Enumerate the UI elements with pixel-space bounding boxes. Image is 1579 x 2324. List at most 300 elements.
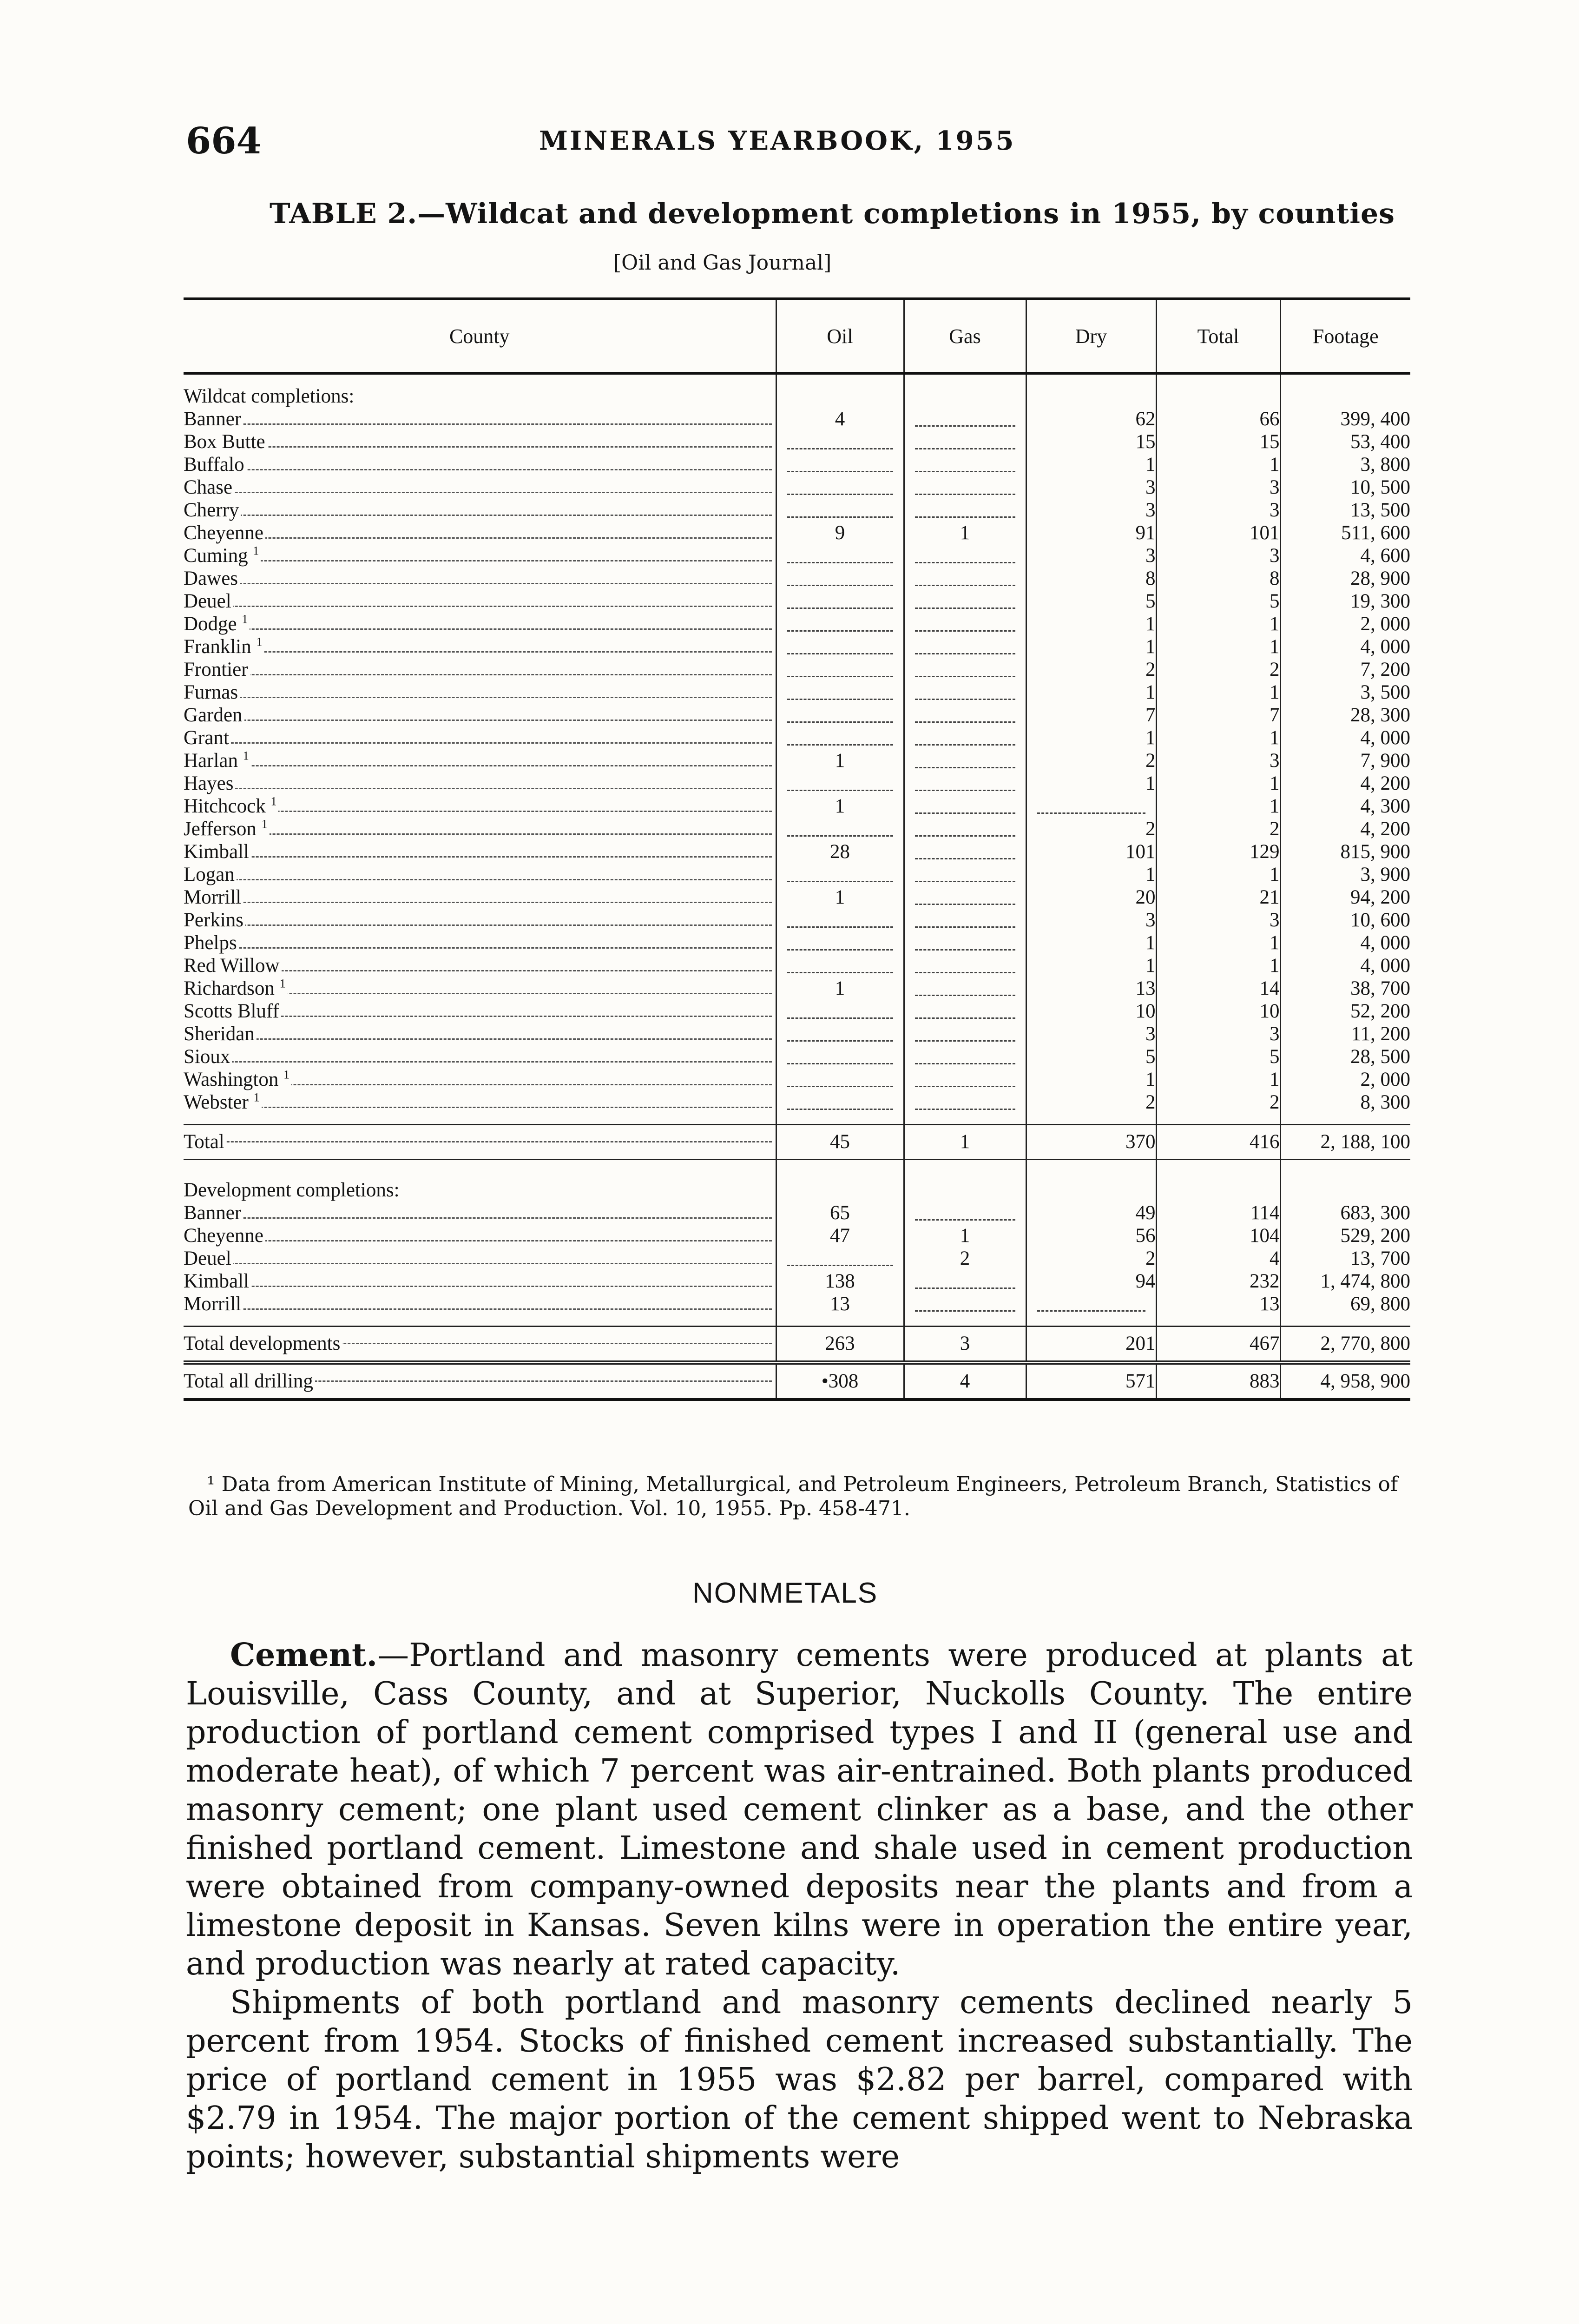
spacer-cell xyxy=(1026,1160,1156,1179)
county-cell xyxy=(184,681,776,704)
county-text: Franklin xyxy=(184,636,251,658)
spacer-cell xyxy=(1280,1114,1410,1125)
dot-leader xyxy=(197,811,772,812)
county-cell xyxy=(184,476,776,499)
dry-cell: 3 xyxy=(1026,476,1156,499)
footage-cell: 28, 500 xyxy=(1280,1045,1410,1068)
county-name xyxy=(184,1046,232,1068)
empty-cell xyxy=(904,1179,1026,1202)
spacer-cell xyxy=(1026,373,1156,385)
total-cell: 1 xyxy=(1156,931,1280,954)
dash-leader xyxy=(915,1296,1015,1312)
dot-leader xyxy=(197,1061,772,1063)
table-row xyxy=(184,977,1410,1000)
total-cell: 1 xyxy=(1156,613,1280,635)
footage-cell: 10, 500 xyxy=(1280,476,1410,499)
oil-cell: 1 xyxy=(776,749,904,772)
total-cell: 5 xyxy=(1156,1045,1280,1068)
oil-cell: 13 xyxy=(776,1293,904,1315)
spacer-cell xyxy=(184,1114,776,1125)
oil-cell: 4 xyxy=(776,408,904,430)
dot-leader xyxy=(197,947,772,949)
dash-leader xyxy=(915,685,1015,700)
footage-cell: 4, 000 xyxy=(1280,954,1410,977)
county-text: Box Butte xyxy=(184,431,265,453)
dot-leader xyxy=(197,902,772,903)
dry-empty-cell xyxy=(1026,1293,1156,1315)
table-row xyxy=(184,749,1410,772)
dot-leader xyxy=(197,492,772,493)
county-text: Banner xyxy=(184,1202,242,1224)
county-text: Frontier xyxy=(184,659,248,680)
gas-empty-cell xyxy=(904,704,1026,726)
empty-cell xyxy=(1280,1179,1410,1202)
table-row xyxy=(184,726,1410,749)
county-name xyxy=(184,909,245,931)
dash-leader xyxy=(787,730,893,746)
spacer-cell xyxy=(1026,1114,1156,1125)
footage-cell: 1, 474, 800 xyxy=(1280,1270,1410,1293)
dash-leader xyxy=(915,1026,1015,1042)
footage-cell: 815, 900 xyxy=(1280,840,1410,863)
dry-cell: 2 xyxy=(1026,1091,1156,1114)
dash-leader xyxy=(915,434,1015,449)
dash-leader xyxy=(787,480,893,495)
total-cell: 3 xyxy=(1156,476,1280,499)
dash-leader xyxy=(915,502,1015,518)
footage-cell: 2, 000 xyxy=(1280,613,1410,635)
page-number: 664 xyxy=(186,120,262,162)
county-name xyxy=(184,408,243,430)
completions-table xyxy=(184,297,1410,1401)
dash-leader xyxy=(915,776,1015,791)
footnote-marker: 1 xyxy=(253,1091,260,1104)
spacer-cell xyxy=(1280,373,1410,385)
dry-cell: 5 xyxy=(1026,1045,1156,1068)
dry-cell: 62 xyxy=(1026,408,1156,430)
dot-leader xyxy=(197,1240,772,1241)
total-cell: 1 xyxy=(1156,772,1280,795)
oil-empty-cell xyxy=(776,613,904,635)
dash-leader xyxy=(787,616,893,632)
county-text: Kimball xyxy=(184,1270,249,1292)
table-row xyxy=(184,1293,1410,1315)
paragraph xyxy=(186,1636,1413,1983)
paragraph-lead: Cement. xyxy=(230,1637,378,1674)
footage-cell: 2, 770, 800 xyxy=(1280,1327,1410,1363)
county-name xyxy=(184,864,237,885)
dry-cell: 20 xyxy=(1026,886,1156,909)
county-text: Dodge xyxy=(184,613,237,635)
oil-empty-cell xyxy=(776,1068,904,1091)
section-row xyxy=(184,1179,1410,1202)
total-cell: 21 xyxy=(1156,886,1280,909)
dot-leader xyxy=(197,742,772,744)
county-text: Sheridan xyxy=(184,1023,255,1045)
footage-cell: 3, 900 xyxy=(1280,863,1410,886)
footage-cell: 10, 600 xyxy=(1280,909,1410,931)
county-text: Cheyenne xyxy=(184,1225,263,1247)
oil-empty-cell xyxy=(776,1247,904,1270)
spacer-cell xyxy=(1156,1114,1280,1125)
dash-leader xyxy=(787,548,893,563)
empty-cell xyxy=(776,385,904,408)
oil-empty-cell xyxy=(776,658,904,681)
table-row xyxy=(184,863,1410,886)
dash-leader xyxy=(915,912,1015,928)
county-cell xyxy=(184,408,776,430)
gas-empty-cell xyxy=(904,931,1026,954)
footage-cell: 28, 900 xyxy=(1280,567,1410,590)
gas-empty-cell xyxy=(904,1091,1026,1114)
county-cell xyxy=(184,1091,776,1114)
dry-cell: 10 xyxy=(1026,1000,1156,1023)
table-row xyxy=(184,408,1410,430)
table-row xyxy=(184,522,1410,544)
dry-cell: 91 xyxy=(1026,522,1156,544)
county-text: Deuel xyxy=(184,1248,231,1269)
empty-cell xyxy=(1280,385,1410,408)
dry-cell: 2 xyxy=(1026,749,1156,772)
dry-cell: 7 xyxy=(1026,704,1156,726)
dash-leader xyxy=(787,776,893,791)
dash-leader xyxy=(915,935,1015,951)
oil-cell: 47 xyxy=(776,1224,904,1247)
county-cell xyxy=(184,567,776,590)
dash-leader xyxy=(915,1274,1015,1289)
col-header-oil: Oil xyxy=(776,299,904,373)
dot-leader xyxy=(197,720,772,721)
dash-leader xyxy=(915,981,1015,996)
footage-cell: 3, 800 xyxy=(1280,453,1410,476)
total-cell: 1 xyxy=(1156,635,1280,658)
spacer-row xyxy=(184,1160,1410,1179)
footage-cell: 2, 188, 100 xyxy=(1280,1125,1410,1160)
county-name xyxy=(184,750,251,772)
empty-cell xyxy=(1026,1179,1156,1202)
county-name xyxy=(184,1131,226,1153)
total-cell: 3 xyxy=(1156,1023,1280,1045)
spacer-row xyxy=(184,1315,1410,1327)
dot-leader xyxy=(197,765,772,766)
gas-empty-cell xyxy=(904,909,1026,931)
county-text: Total xyxy=(184,1131,224,1153)
table-row xyxy=(184,909,1410,931)
oil-empty-cell xyxy=(776,909,904,931)
dry-cell: 1 xyxy=(1026,954,1156,977)
table-row xyxy=(184,954,1410,977)
dry-empty-cell xyxy=(1026,795,1156,818)
oil-empty-cell xyxy=(776,931,904,954)
dash-leader xyxy=(915,1072,1015,1087)
table-row xyxy=(184,1202,1410,1224)
gas-empty-cell xyxy=(904,658,1026,681)
dash-leader xyxy=(915,616,1015,632)
oil-empty-cell xyxy=(776,1023,904,1045)
total-cell: 2 xyxy=(1156,818,1280,840)
total-cell: 3 xyxy=(1156,499,1280,522)
dry-cell: 1 xyxy=(1026,681,1156,704)
dash-leader xyxy=(787,685,893,700)
county-cell xyxy=(184,954,776,977)
county-text: Richardson xyxy=(184,977,275,999)
dry-cell: 370 xyxy=(1026,1125,1156,1160)
county-cell xyxy=(184,499,776,522)
county-cell xyxy=(184,726,776,749)
col-header-dry: Dry xyxy=(1026,299,1156,373)
empty-cell xyxy=(1156,1179,1280,1202)
oil-cell: 9 xyxy=(776,522,904,544)
paragraph-text: —Portland and masonry cements were produced at plants at Louisville, Cass County, and at Superior, Nuckolls County. The entire production of portland cement comprised types I and II (general use and moderate heat), of which 7 percent was air-entrained. Both plants produced masonry cement; one plant used cement clinker as a base, and the other finished portland cement. Limestone and shale used in cement production were obtained from company-owned deposits near the plants and from a limestone deposit in Kansas. Seven kilns were in operation the entire year, and production was nearly at rated capacity. xyxy=(186,1637,1413,1982)
dry-cell: 3 xyxy=(1026,499,1156,522)
footnote-marker: 1 xyxy=(261,818,268,831)
gas-cell: 1 xyxy=(904,522,1026,544)
county-text: Total developments xyxy=(184,1333,341,1354)
dot-leader xyxy=(197,856,772,858)
dot-leader xyxy=(197,1038,772,1040)
oil-empty-cell xyxy=(776,1000,904,1023)
spacer-cell xyxy=(1156,373,1280,385)
total-cell: 1 xyxy=(1156,453,1280,476)
section-label: Development completions: xyxy=(184,1179,400,1201)
gas-cell: 2 xyxy=(904,1247,1026,1270)
table-row xyxy=(184,590,1410,613)
table-row xyxy=(184,544,1410,567)
county-cell xyxy=(184,1125,776,1160)
empty-cell xyxy=(904,385,1026,408)
spacer-cell xyxy=(776,1160,904,1179)
county-cell xyxy=(184,658,776,681)
dash-leader xyxy=(915,571,1015,586)
dash-leader xyxy=(787,912,893,928)
county-text: Scotts Bluff xyxy=(184,1000,279,1022)
oil-cell: 1 xyxy=(776,886,904,909)
table-row xyxy=(184,818,1410,840)
county-text: Banner xyxy=(184,408,242,430)
section-label: Wildcat completions: xyxy=(184,385,355,407)
footage-cell: 4, 000 xyxy=(1280,931,1410,954)
county-text: Morrill xyxy=(184,1293,242,1315)
dry-cell: 1 xyxy=(1026,772,1156,795)
county-cell xyxy=(184,795,776,818)
county-text: Red Willow xyxy=(184,955,280,977)
footage-cell: 529, 200 xyxy=(1280,1224,1410,1247)
dash-leader xyxy=(915,821,1015,837)
total-row xyxy=(184,1125,1410,1160)
county-name xyxy=(184,431,267,453)
county-cell xyxy=(184,590,776,613)
dash-leader xyxy=(915,411,1015,427)
oil-empty-cell xyxy=(776,567,904,590)
county-text: Webster xyxy=(184,1091,249,1113)
county-cell xyxy=(184,749,776,772)
footage-cell: 4, 200 xyxy=(1280,772,1410,795)
total-row xyxy=(184,1327,1410,1363)
county-text: Chase xyxy=(184,476,233,498)
total-cell: 1 xyxy=(1156,863,1280,886)
footnote-marker: 1 xyxy=(253,544,259,558)
oil-cell: 28 xyxy=(776,840,904,863)
dot-leader xyxy=(197,583,772,584)
dry-cell: 1 xyxy=(1026,1068,1156,1091)
total-cell: 8 xyxy=(1156,567,1280,590)
gas-empty-cell xyxy=(904,726,1026,749)
spacer-cell xyxy=(1026,1315,1156,1327)
dash-leader xyxy=(915,867,1015,882)
county-text: Morrill xyxy=(184,886,242,908)
dash-leader xyxy=(915,1095,1015,1110)
county-text: Cheyenne xyxy=(184,522,263,544)
table-row xyxy=(184,1045,1410,1068)
dot-leader xyxy=(197,515,772,516)
footnote-marker: 1 xyxy=(283,1068,290,1082)
county-text: Cherry xyxy=(184,499,239,521)
county-name xyxy=(184,955,282,977)
county-name xyxy=(184,590,233,612)
dash-leader xyxy=(915,1004,1015,1019)
total-cell: 467 xyxy=(1156,1327,1280,1363)
dot-leader xyxy=(197,423,772,425)
county-text: Sioux xyxy=(184,1046,230,1068)
county-name xyxy=(184,886,243,908)
spacer-row xyxy=(184,1114,1410,1125)
dash-leader xyxy=(915,662,1015,677)
gas-empty-cell xyxy=(904,818,1026,840)
table-row xyxy=(184,453,1410,476)
county-cell xyxy=(184,1363,776,1400)
dash-leader xyxy=(787,935,893,951)
gas-empty-cell xyxy=(904,886,1026,909)
county-text: Perkins xyxy=(184,909,243,931)
oil-cell: 45 xyxy=(776,1125,904,1160)
table-row xyxy=(184,1224,1410,1247)
dry-cell: 3 xyxy=(1026,1023,1156,1045)
gas-empty-cell xyxy=(904,430,1026,453)
county-name xyxy=(184,1202,243,1224)
dot-leader xyxy=(197,1286,772,1287)
footage-cell: 4, 600 xyxy=(1280,544,1410,567)
dry-cell: 13 xyxy=(1026,977,1156,1000)
total-cell: 3 xyxy=(1156,749,1280,772)
county-name xyxy=(184,1091,262,1113)
footage-cell: 28, 300 xyxy=(1280,704,1410,726)
dry-cell: 3 xyxy=(1026,909,1156,931)
gas-empty-cell xyxy=(904,749,1026,772)
dot-leader xyxy=(197,1217,772,1219)
county-name xyxy=(184,636,264,658)
footage-cell: 511, 600 xyxy=(1280,522,1410,544)
gas-empty-cell xyxy=(904,1293,1026,1315)
dash-leader xyxy=(915,753,1015,768)
dash-leader xyxy=(787,571,893,586)
dry-cell: 2 xyxy=(1026,658,1156,681)
county-text: Logan xyxy=(184,864,235,885)
spacer-cell xyxy=(904,373,1026,385)
dot-leader xyxy=(197,1107,772,1108)
dry-cell: 94 xyxy=(1026,1270,1156,1293)
county-name xyxy=(184,613,250,635)
dot-leader xyxy=(197,833,772,835)
total-cell: 101 xyxy=(1156,522,1280,544)
oil-empty-cell xyxy=(776,863,904,886)
gas-empty-cell xyxy=(904,863,1026,886)
county-cell xyxy=(184,635,776,658)
table-row xyxy=(184,567,1410,590)
gas-empty-cell xyxy=(904,1202,1026,1224)
footage-cell: 13, 700 xyxy=(1280,1247,1410,1270)
gas-cell: 4 xyxy=(904,1363,1026,1400)
dry-cell: 49 xyxy=(1026,1202,1156,1224)
table-row xyxy=(184,430,1410,453)
county-name xyxy=(184,1270,251,1292)
dot-leader xyxy=(197,697,772,698)
dash-leader xyxy=(787,1072,893,1087)
footage-cell: 53, 400 xyxy=(1280,430,1410,453)
spacer-cell xyxy=(184,373,776,385)
paragraph xyxy=(186,1983,1413,2176)
dash-leader xyxy=(787,867,893,882)
county-name xyxy=(184,704,244,726)
gas-empty-cell xyxy=(904,1270,1026,1293)
footnote-marker: 1 xyxy=(256,635,263,649)
gas-empty-cell xyxy=(904,772,1026,795)
gas-empty-cell xyxy=(904,1045,1026,1068)
county-cell xyxy=(184,909,776,931)
oil-empty-cell xyxy=(776,954,904,977)
footage-cell: 4, 958, 900 xyxy=(1280,1363,1410,1400)
total-cell: 4 xyxy=(1156,1247,1280,1270)
footage-cell: 94, 200 xyxy=(1280,886,1410,909)
dry-cell: 1 xyxy=(1026,635,1156,658)
oil-cell: •308 xyxy=(776,1363,904,1400)
gas-empty-cell xyxy=(904,613,1026,635)
dash-leader xyxy=(787,1251,893,1266)
dot-leader xyxy=(197,446,772,448)
dash-leader xyxy=(787,594,893,609)
table-row xyxy=(184,1247,1410,1270)
gas-empty-cell xyxy=(904,476,1026,499)
dash-leader xyxy=(787,958,893,973)
dash-leader xyxy=(787,434,893,449)
empty-cell xyxy=(1156,385,1280,408)
total-cell: 10 xyxy=(1156,1000,1280,1023)
oil-empty-cell xyxy=(776,818,904,840)
gas-empty-cell xyxy=(904,499,1026,522)
county-name xyxy=(184,932,239,954)
oil-empty-cell xyxy=(776,635,904,658)
county-text: Grant xyxy=(184,727,229,749)
dot-leader xyxy=(197,469,772,470)
oil-empty-cell xyxy=(776,453,904,476)
empty-cell xyxy=(1026,385,1156,408)
footage-cell: 4, 000 xyxy=(1280,635,1410,658)
gas-empty-cell xyxy=(904,453,1026,476)
footage-cell: 2, 000 xyxy=(1280,1068,1410,1091)
dot-leader xyxy=(197,674,772,675)
spacer-cell xyxy=(1280,1160,1410,1179)
county-cell xyxy=(184,1224,776,1247)
total-cell: 114 xyxy=(1156,1202,1280,1224)
county-name xyxy=(184,1293,243,1315)
gas-empty-cell xyxy=(904,544,1026,567)
total-cell: 1 xyxy=(1156,795,1280,818)
county-cell xyxy=(184,1293,776,1315)
dry-cell: 1 xyxy=(1026,931,1156,954)
county-name xyxy=(184,499,241,521)
total-cell: 883 xyxy=(1156,1363,1280,1400)
county-text: Phelps xyxy=(184,932,237,954)
gas-empty-cell xyxy=(904,590,1026,613)
